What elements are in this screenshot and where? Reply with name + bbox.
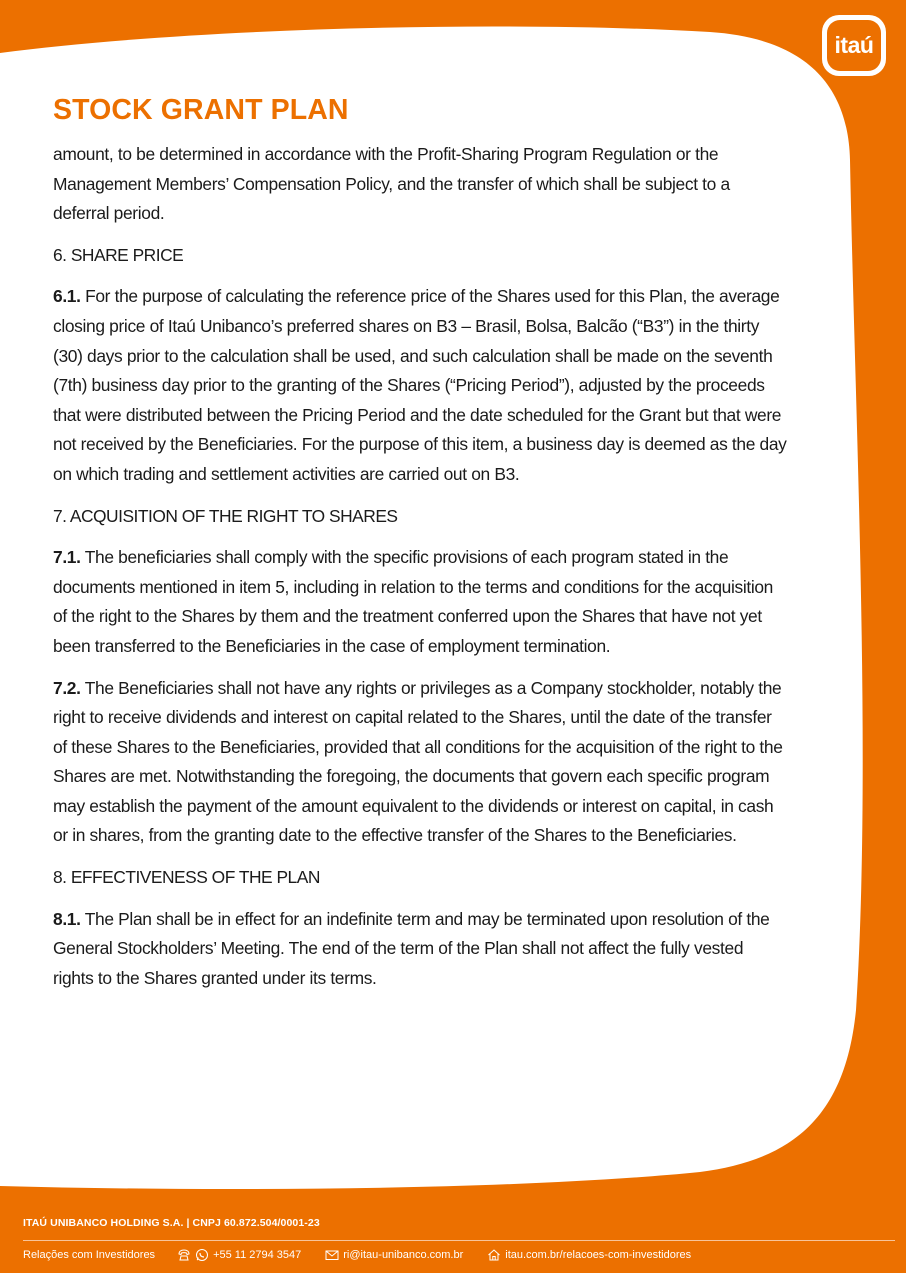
paragraph-number: 7.2. — [53, 677, 81, 698]
footer-divider — [23, 1240, 895, 1241]
phone-number: +55 11 2794 3547 — [213, 1249, 302, 1261]
email-address: ri@itau-unibanco.com.br — [343, 1249, 464, 1261]
page-title: STOCK GRANT PLAN — [53, 94, 349, 126]
paragraph-text: For the purpose of calculating the reference price of the Shares used for this Plan, the average closing price of Itaú Unibanco’s preferred shares on B3 – Brasil, Bolsa, Balcão (“B3”) in the thirty (30) days prior to the calculation shall be used, and such calculation shall be made on the seventh (7th) business day prior to the granting of the Shares (“Pricing Period”), adjusted by the proceeds that were distributed between the Pricing Period and the date scheduled for the Grant but that were not received by the Beneficiaries. For the purpose of this item, a business day is deemed as the day on which trading and settlement activities are carried out on B3. — [53, 286, 787, 484]
email-contact[interactable] — [325, 1248, 463, 1262]
section-heading-share-price: 6. SHARE PRICE — [53, 244, 184, 265]
whatsapp-icon — [195, 1248, 209, 1262]
paragraph-text: The Plan shall be in effect for an indefinite term and may be terminated upon resolution of the General Stockholders’ Meeting. The end of the term of the Plan shall not affect the fully vested rights to the Shares granted under its terms. — [53, 908, 770, 988]
phone-icon — [177, 1248, 191, 1262]
paragraph-number: 6.1. — [53, 286, 81, 307]
paragraph-number: 7.1. — [53, 547, 81, 568]
home-icon — [487, 1248, 501, 1262]
page-footer — [0, 1205, 906, 1273]
paragraph-8-1 — [53, 905, 788, 994]
phone-contact[interactable] — [177, 1248, 301, 1262]
paragraph-text: The beneficiaries shall comply with the specific provisions of each program stated in the documents mentioned in item 5, including in relation to the terms and conditions for the acquisition of the right to the Shares by them and the treatment conferred upon the Shares that have not yet been transferred to the Beneficiaries in the case of employment termination. — [53, 547, 773, 656]
company-registration: ITAÚ UNIBANCO HOLDING S.A. | CNPJ 60.872.504/0001-23 — [23, 1217, 320, 1229]
paragraph-text: amount, to be determined in accordance with the Profit-Sharing Program Regulation or the Management Members’ Compensation Policy, and the transfer of which shall be subject to a deferral period. — [53, 144, 730, 224]
paragraph-7-1 — [53, 543, 788, 661]
itau-logo-text: itaú — [827, 20, 881, 71]
document-body — [53, 94, 788, 1005]
paragraph-6-1 — [53, 282, 788, 489]
paragraph-number: 8.1. — [53, 908, 81, 929]
itau-logo — [822, 15, 886, 76]
section-heading-effectiveness: 8. EFFECTIVENESS OF THE PLAN — [53, 867, 320, 888]
footer-contacts — [23, 1248, 715, 1262]
investor-relations-label: Relações com Investidores — [23, 1249, 156, 1261]
website-contact[interactable] — [487, 1248, 691, 1262]
paragraph-7-2 — [53, 674, 788, 852]
paragraph-continuation — [53, 140, 788, 229]
website-url: itau.com.br/relacoes-com-investidores — [505, 1249, 692, 1261]
paragraph-text: The Beneficiaries shall not have any rights or privileges as a Company stockholder, notably the right to receive dividends and interest on capital related to the Shares, until the date of the transfer of these Shares to the Beneficiaries, provided that all conditions for the acquisition of the right to the Shares are met. Notwithstanding the foregoing, the documents that govern each specific program may establish the payment of the amount equivalent to the dividends or interest on capital, in cash or in shares, from the granting date to the effective transfer of the Shares to the Beneficiaries. — [53, 677, 783, 846]
section-heading-acquisition: 7. ACQUISITION OF THE RIGHT TO SHARES — [53, 505, 398, 526]
mail-icon — [325, 1248, 339, 1262]
